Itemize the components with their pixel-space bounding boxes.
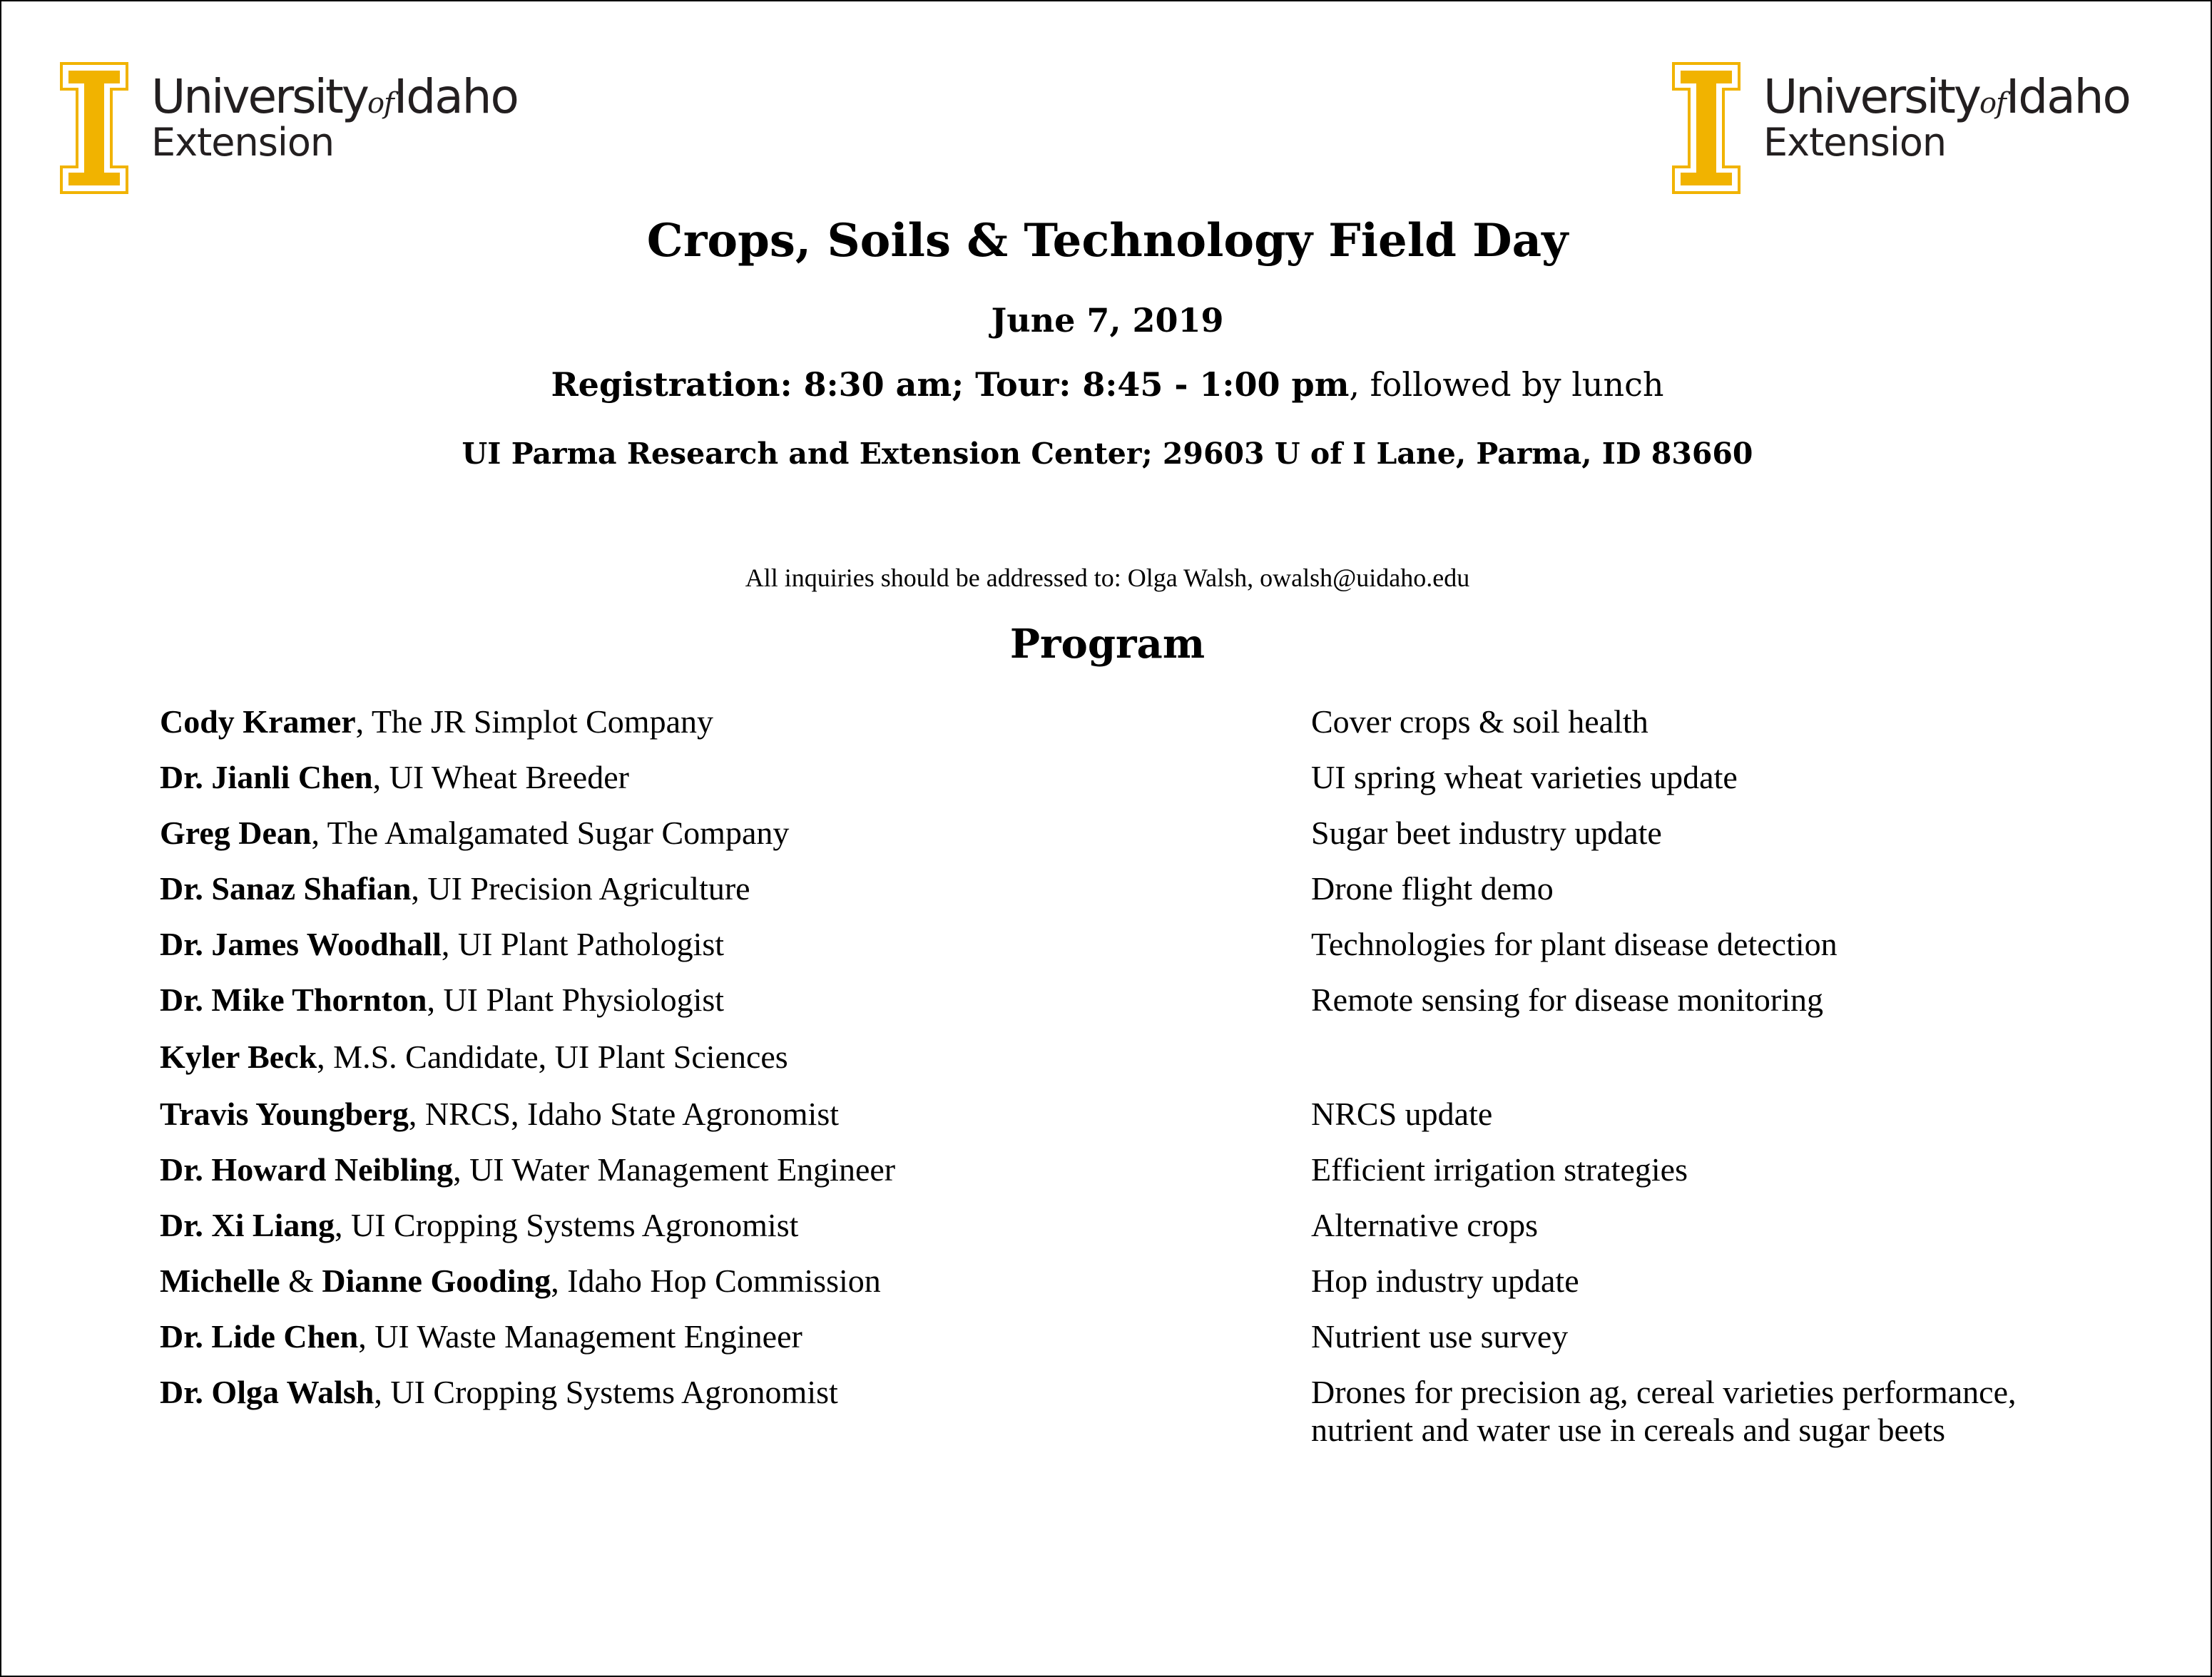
speaker-entry (160, 1206, 798, 1244)
speaker-name: Travis Youngberg (160, 1096, 409, 1132)
talk-topic: Remote sensing for disease monitoring (1311, 982, 1823, 1018)
event-title: Crops, Soils & Technology Field Day (646, 214, 1569, 267)
speaker-entry (160, 703, 713, 740)
logo-idaho-text: Idaho (2005, 69, 2130, 124)
speaker-affiliation: , UI Wheat Breeder (372, 759, 629, 795)
speaker-name: Dr. Xi Liang (160, 1207, 335, 1243)
speaker-entry (160, 925, 724, 963)
speaker-name: Dr. Lide Chen (160, 1318, 359, 1355)
logo-university-text: University (151, 69, 367, 124)
talk-topic: Nutrient use survey (1311, 1318, 1569, 1355)
block-i-logo-icon (1672, 62, 1740, 194)
speaker-affiliation: , The Amalgamated Sugar Company (311, 815, 790, 851)
logo-of-text: of (367, 87, 394, 120)
speaker-affiliation: , UI Cropping Systems Agronomist (334, 1207, 799, 1243)
speaker-name: Dr. Jianli Chen (160, 759, 373, 795)
speaker-entry (160, 1095, 839, 1133)
speaker-name: Greg Dean (160, 815, 312, 851)
speaker-name: Dr. Sanaz Shafian (160, 870, 412, 907)
speaker-name: Dr. James Woodhall (160, 926, 442, 962)
event-times (1, 365, 2212, 404)
speaker-name-second: Dianne Gooding (322, 1263, 551, 1299)
speaker-entry (160, 758, 629, 796)
logo-idaho-text: Idaho (393, 69, 518, 124)
program-heading: Program (1009, 621, 1206, 668)
event-times-schedule: Registration: 8:30 am; Tour: 8:45 - 1:00 pm (551, 365, 1350, 404)
logo-extension-text: Extension (151, 120, 335, 165)
logo-of-text: of (1979, 87, 2006, 120)
speaker-connector: & (280, 1263, 322, 1299)
speaker-entry (160, 1373, 838, 1411)
speaker-affiliation: , UI Waste Management Engineer (358, 1318, 802, 1355)
speaker-affiliation: , The JR Simplot Company (355, 703, 714, 740)
university-logo-right (1672, 62, 2171, 194)
event-times-note: , followed by lunch (1349, 365, 1664, 404)
speaker-affiliation: , Idaho Hop Commission (551, 1263, 881, 1299)
logo-extension-text: Extension (1763, 120, 1947, 165)
speaker-entry (160, 981, 724, 1019)
speaker-affiliation: , UI Cropping Systems Agronomist (374, 1374, 838, 1410)
speaker-entry (160, 870, 750, 907)
talk-topic: Hop industry update (1311, 1263, 1579, 1299)
talk-topic: UI spring wheat varieties update (1311, 759, 1738, 795)
talk-topic: Drones for precision ag, cereal varieties performance, nutrient and water use in cereals and sugar beets (1311, 1374, 2017, 1448)
speaker-affiliation: , UI Precision Agriculture (411, 870, 750, 907)
speaker-entry (160, 814, 789, 852)
speaker-affiliation: , NRCS, Idaho State Agronomist (408, 1096, 839, 1132)
talk-topic: Efficient irrigation strategies (1311, 1151, 1688, 1188)
speaker-entry (160, 1038, 788, 1076)
speaker-name: Dr. Olga Walsh (160, 1374, 374, 1410)
speaker-name: Dr. Howard Neibling (160, 1151, 454, 1188)
university-logo-left (60, 62, 559, 194)
talk-topic: Cover crops & soil health (1311, 703, 1648, 740)
speaker-name: Dr. Mike Thornton (160, 982, 427, 1018)
logo-wordmark (151, 69, 518, 165)
speaker-affiliation: , UI Water Management Engineer (453, 1151, 896, 1188)
event-location: UI Parma Research and Extension Center; 29603 U of I Lane, Parma, ID 83660 (462, 437, 1753, 471)
speaker-name: Cody Kramer (160, 703, 356, 740)
speaker-entry (160, 1317, 802, 1355)
block-i-logo-icon (60, 62, 128, 194)
talk-topic: Alternative crops (1311, 1207, 1539, 1243)
talk-topic: NRCS update (1311, 1096, 1493, 1132)
speaker-name: Kyler Beck (160, 1039, 317, 1075)
logo-university-text: University (1763, 69, 1979, 124)
inquiries-note: All inquiries should be addressed to: Olga Walsh, owalsh@uidaho.edu (745, 564, 1470, 592)
speaker-entry (160, 1151, 895, 1188)
speaker-entry (160, 1262, 881, 1300)
talk-topic: Sugar beet industry update (1311, 815, 1662, 851)
speaker-name: Michelle (160, 1263, 280, 1299)
event-date: June 7, 2019 (991, 301, 1224, 340)
talk-topic: Technologies for plant disease detection (1311, 926, 1838, 962)
speaker-affiliation: , M.S. Candidate, UI Plant Sciences (317, 1039, 788, 1075)
logo-wordmark (1763, 69, 2130, 165)
speaker-affiliation: , UI Plant Physiologist (427, 982, 725, 1018)
talk-topic: Drone flight demo (1311, 870, 1554, 907)
speaker-affiliation: , UI Plant Pathologist (441, 926, 725, 962)
